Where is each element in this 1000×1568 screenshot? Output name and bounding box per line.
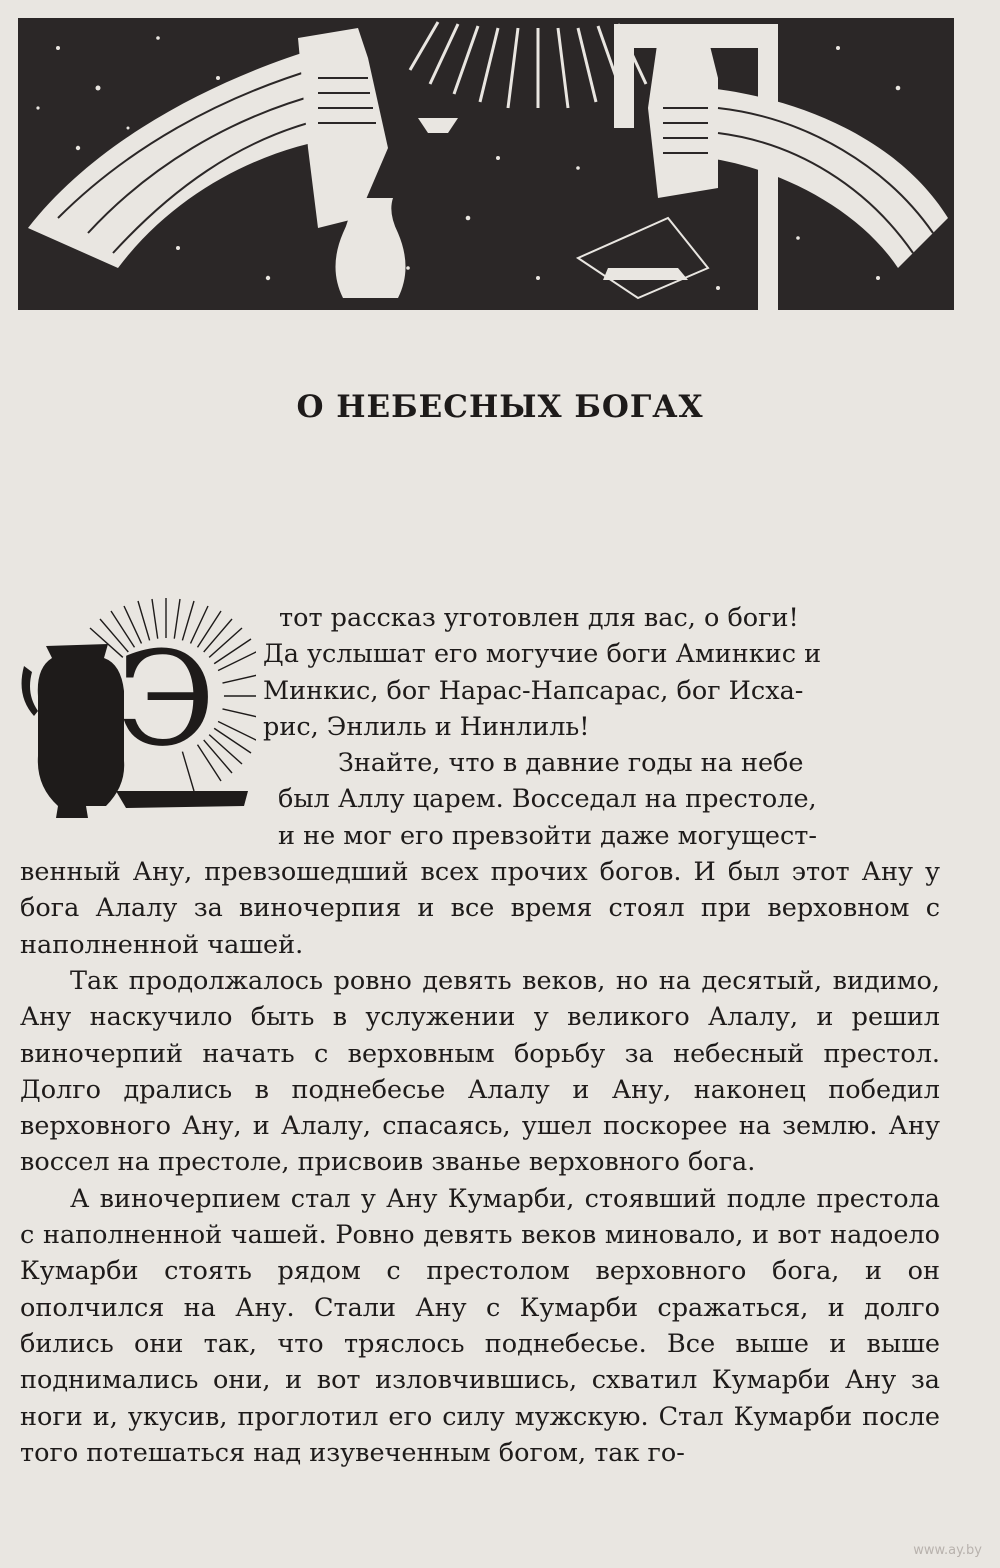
banner-illustration	[18, 18, 954, 310]
watermark: www.ay.by	[913, 1543, 982, 1558]
paragraph-2	[20, 745, 940, 963]
text-line: тот рассказ уготовлен для вас, о боги!	[279, 603, 799, 633]
text-line: и не мог его превзойти даже могущест-	[278, 820, 817, 851]
body-text	[20, 600, 940, 1471]
page-title: О НЕБЕСНЫХ БОГАХ	[296, 388, 704, 425]
text-line: Минкис, бог Нарас-Напсарас, бог Исха-	[263, 675, 804, 706]
paragraph-4: А виночерпием стал у Ану Кумарби, стоявший подле престола с наполненной чашей. Ровно девять веков миновало, и вот надоело Кумарби стоять рядом с престолом верховного бога, и он ополчился на Ану. Стали Ану с Кумарби сражаться, и долго бились они так, что тряслось поднебесье. Все выше и выше поднимались они, и вот изловчившись, схватил Кумарби Ану за ноги и, укусив, проглотил его силу мужскую. Стал Кумарби после того потешаться над изувеченным богом, так го-	[20, 1183, 940, 1468]
text-line: рис, Энлиль и Нинлиль!	[263, 711, 590, 742]
text-line: венный Ану, превзошедший всех прочих богов. И был этот Ану у бога Алалу за виночерпия и все время стоял при верховном с наполненной чашей.	[20, 857, 940, 960]
text-line: был Аллу царем. Восседал на престоле,	[278, 784, 817, 815]
paragraph-1	[263, 600, 940, 745]
paragraph-3: Так продолжалось ровно девять веков, но на десятый, видимо, Ану наскучило быть в услужении у великого Алалу, и решил виночерпий начать с верховным борьбу за небесный престол. Долго дрались в поднебесье Алалу и Ану, наконец победил верховного Ану, и Алалу, спасаясь, ушел поскорее на землю. Ану воссел на престоле, присвоив званье верховного бога.	[20, 965, 940, 1178]
drop-cap-letter: Э	[116, 623, 216, 775]
text-line: Знайте, что в давние годы на небе	[338, 748, 804, 779]
text-line: Да услышат его могучие боги Аминкис и	[263, 639, 822, 670]
